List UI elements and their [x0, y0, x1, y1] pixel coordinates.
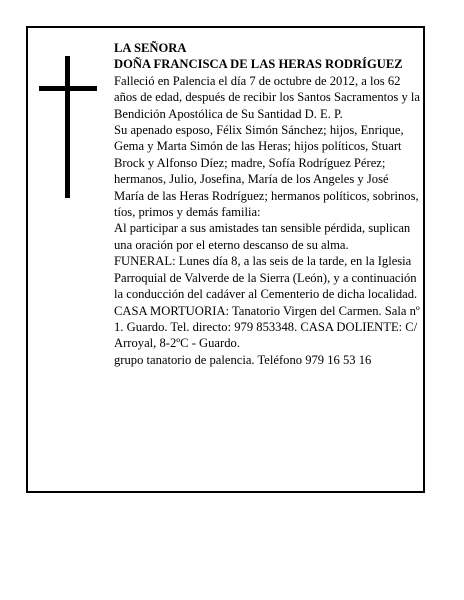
obituary-contact-paragraph: grupo tanatorio de palencia. Teléfono 979 16 53 16	[114, 352, 372, 367]
obituary-heading-name: DOÑA FRANCISCA DE LAS HERAS RODRÍGUEZ	[114, 57, 403, 72]
latin-cross-icon	[39, 56, 97, 198]
obituary-frame	[26, 26, 425, 493]
obituary-mortuary-paragraph: CASA MORTUORIA: Tanatorio Virgen del Carmen. Sala nº 1. Guardo. Tel. directo: 979 853348. CASA DOLIENTE: C/ Arroyal, 8-2ºC - Guardo.	[114, 303, 420, 351]
obituary-heading-title: LA SEÑORA	[114, 41, 187, 55]
obituary-family-paragraph: Su apenado esposo, Félix Simón Sánchez; hijos, Enrique, Gema y Marta Simón de las Heras; hijos políticos, Stuart Brock y Alfonso Díez; madre, Sofía Rodríguez Pérez; hermanos, Julio, Josefina, María de los Angeles y José María de las Heras Rodríguez; hermanos políticos, sobrinos, tíos, primos y demás familia:	[114, 123, 419, 220]
obituary-text	[114, 40, 420, 368]
cross-vertical-bar	[65, 56, 70, 198]
obituary-death-paragraph: Falleció en Palencia el día 7 de octubre de 2012, a los 62 años de edad, después de recibir los Santos Sacramentos y la Bendición Apostólica de Su Santidad D. E. P.	[114, 73, 421, 121]
obituary-funeral-paragraph: FUNERAL: Lunes día 8, a las seis de la tarde, en la Iglesia Parroquial de Valverde de la Sierra (León), y a continuación la conducción del cadáver al Cementerio de dicha localidad.	[114, 254, 418, 302]
cross-horizontal-bar	[39, 86, 97, 91]
obituary-request-paragraph: Al participar a sus amistades tan sensible pérdida, suplican una oración por el eterno descanso de su alma.	[114, 221, 411, 252]
